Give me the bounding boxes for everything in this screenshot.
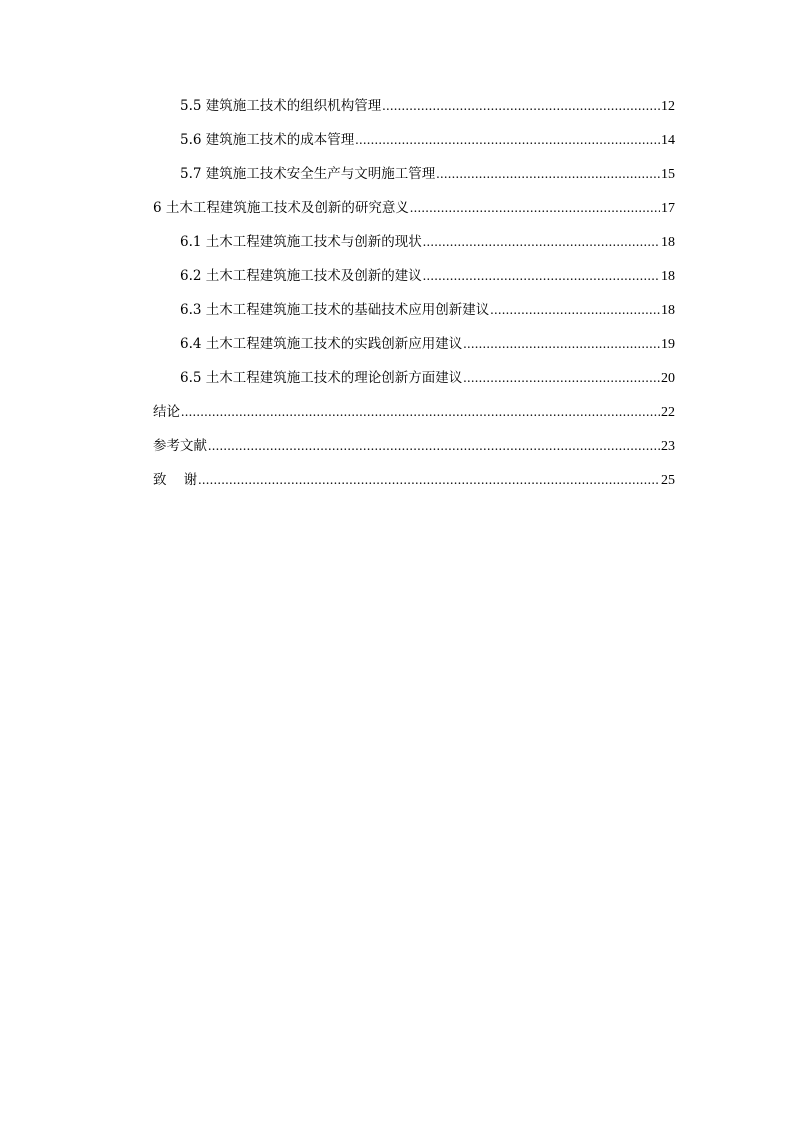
toc-entry-page: 19 xyxy=(661,337,675,352)
toc-entry-title: 致 谢 xyxy=(153,472,198,488)
toc-entry-page: 15 xyxy=(661,167,675,182)
toc-entry-title: 6.5 土木工程建筑施工技术的理论创新方面建议 xyxy=(180,370,463,386)
toc-entry-page: 18 xyxy=(661,303,675,318)
toc-entry-6-5[interactable] xyxy=(153,366,675,400)
toc-entry-6-2[interactable] xyxy=(153,264,675,298)
toc-entry-title: 6.4 土木工程建筑施工技术的实践创新应用建议 xyxy=(180,336,463,352)
toc-entry-6-3[interactable] xyxy=(153,298,675,332)
toc-entry-title: 5.5 建筑施工技术的组织机构管理 xyxy=(180,98,382,114)
toc-entry-page: 18 xyxy=(661,235,675,250)
toc-leader-dots xyxy=(490,298,660,322)
toc-entry-6[interactable] xyxy=(153,196,675,230)
toc-entry-title: 6.2 土木工程建筑施工技术及创新的建议 xyxy=(180,268,422,284)
toc-entry-title: 6 土木工程建筑施工技术及创新的研究意义 xyxy=(153,200,409,216)
toc-entry-6-4[interactable] xyxy=(153,332,675,366)
toc-entry-5-7[interactable] xyxy=(153,162,675,196)
toc-leader-dots xyxy=(355,128,660,152)
toc-entry-page: 12 xyxy=(661,99,675,114)
toc-leader-dots xyxy=(181,400,660,424)
toc-entry-page: 22 xyxy=(661,405,675,420)
toc-leader-dots xyxy=(423,230,660,254)
toc-leader-dots xyxy=(463,332,660,356)
toc-entry-page: 23 xyxy=(661,439,675,454)
toc-leader-dots xyxy=(463,366,660,390)
toc-entry-title: 6.1 土木工程建筑施工技术与创新的现状 xyxy=(180,234,422,250)
toc-entry-page: 20 xyxy=(661,371,675,386)
toc-entry-5-5[interactable] xyxy=(153,94,675,128)
toc-entry-title: 5.7 建筑施工技术安全生产与文明施工管理 xyxy=(180,166,436,182)
toc-leader-dots xyxy=(208,434,660,458)
toc-entry-title: 结论 xyxy=(153,404,180,420)
toc-leader-dots xyxy=(410,196,660,220)
toc-entry-page: 14 xyxy=(661,133,675,148)
toc-entry-acknowledgements[interactable] xyxy=(153,468,675,502)
toc-entry-conclusion[interactable] xyxy=(153,400,675,434)
toc-entry-6-1[interactable] xyxy=(153,230,675,264)
toc-leader-dots xyxy=(423,264,660,288)
toc-leader-dots xyxy=(436,162,660,186)
toc-entry-page: 17 xyxy=(661,201,675,216)
toc-entry-title: 5.6 建筑施工技术的成本管理 xyxy=(180,132,355,148)
toc-entry-5-6[interactable] xyxy=(153,128,675,162)
table-of-contents xyxy=(153,94,675,502)
toc-entry-page: 18 xyxy=(661,269,675,284)
toc-entry-references[interactable] xyxy=(153,434,675,468)
toc-leader-dots xyxy=(198,468,660,492)
toc-entry-page: 25 xyxy=(661,473,675,488)
toc-entry-title: 参考文献 xyxy=(153,438,207,454)
toc-entry-title: 6.3 土木工程建筑施工技术的基础技术应用创新建议 xyxy=(180,302,490,318)
toc-leader-dots xyxy=(382,94,660,118)
